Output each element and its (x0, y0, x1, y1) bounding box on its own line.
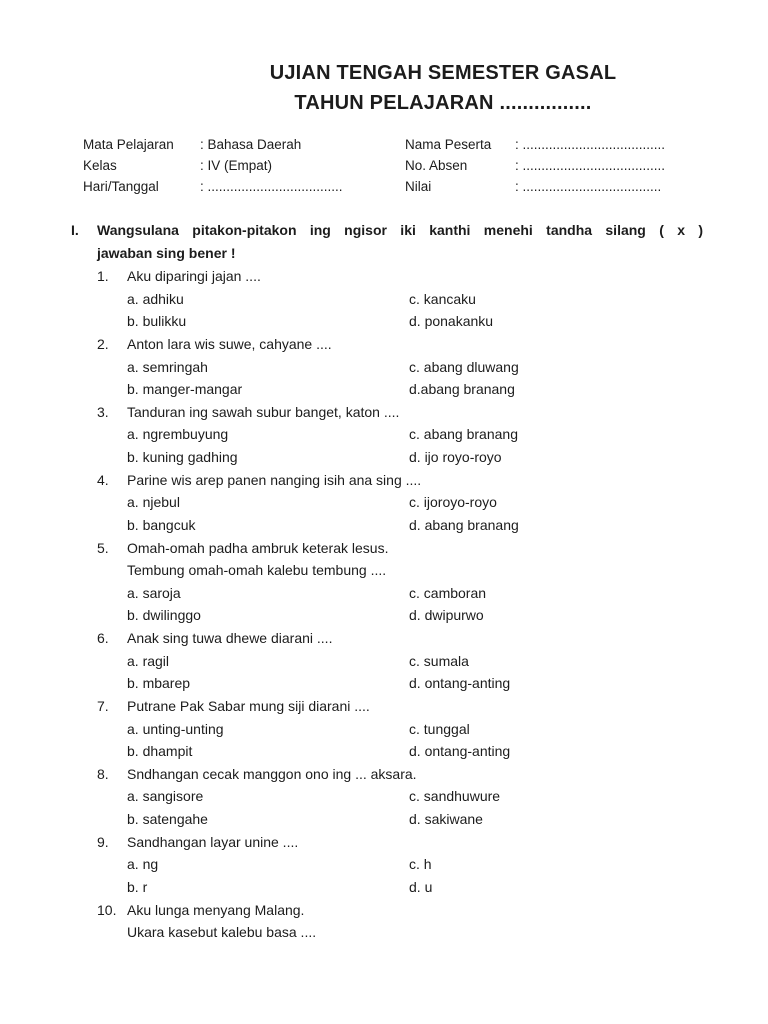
option-row (97, 853, 708, 876)
title-line-1: UJIAN TENGAH SEMESTER GASAL (269, 62, 617, 84)
question-text: Anton lara wis suwe, cahyane .... (127, 335, 332, 352)
question-text: Omah-omah padha ambruk keterak lesus. (127, 539, 389, 556)
option-indent-spacer (97, 446, 127, 469)
question-number: 8. (97, 765, 109, 782)
question-row (97, 265, 708, 288)
question-text: Ukara kasebut kalebu basa .... (127, 924, 317, 941)
option-right: c. sandhuwure (409, 788, 501, 805)
instruction-line-2: jawaban sing bener ! (97, 245, 236, 261)
score-value: : ..................................... (515, 179, 662, 194)
option-left: a. semringah (127, 358, 208, 375)
question-text: Tembung omah-omah kalebu tembung .... (127, 562, 387, 579)
option-row (97, 288, 708, 311)
section-1-instruction (71, 219, 703, 265)
question-number: 3. (97, 403, 109, 420)
subject-label: Mata Pelajaran (83, 137, 174, 152)
option-indent-spacer (97, 718, 127, 741)
exam-header-fields (83, 134, 708, 197)
option-left: b. mbarep (127, 675, 191, 692)
option-indent-spacer (97, 853, 127, 876)
question-row (97, 559, 708, 582)
option-left: a. sangisore (127, 788, 204, 805)
class-value: : IV (Empat) (200, 158, 273, 173)
option-right: d. dwipurwo (409, 607, 484, 624)
option-left: a. ng (127, 856, 159, 873)
participant-name-label: Nama Peserta (405, 137, 492, 152)
question-text: Parine wis arep panen nanging isih ana sing .... (127, 471, 422, 488)
question-row (97, 469, 708, 492)
option-indent-spacer (97, 785, 127, 808)
option-left: b. bangcuk (127, 516, 196, 533)
option-indent-spacer (97, 876, 127, 899)
option-row (97, 740, 708, 763)
question-number: 4. (97, 471, 109, 488)
option-row (97, 446, 708, 469)
option-right: c. sumala (409, 652, 469, 669)
option-right: c. abang dluwang (409, 358, 519, 375)
option-indent-spacer (97, 650, 127, 673)
option-indent-spacer (97, 514, 127, 537)
option-right: c. camboran (409, 584, 487, 601)
question-row (97, 763, 708, 786)
question-text: Sandhangan layar unine .... (127, 833, 299, 850)
option-right: c. tunggal (409, 720, 470, 737)
option-right: d. ontang-anting (409, 675, 511, 692)
option-left: a. ngrembuyung (127, 426, 229, 443)
option-indent-spacer (97, 423, 127, 446)
absen-number-value: : ...................................... (515, 158, 666, 173)
option-left: b. satengahe (127, 811, 208, 827)
option-row (97, 423, 708, 446)
question-number: 6. (97, 630, 109, 646)
option-row (97, 876, 708, 899)
option-row (97, 514, 708, 537)
option-row (97, 582, 708, 605)
header-row-class-absen (83, 155, 708, 176)
question-text: Anak sing tuwa dhewe diarani .... (127, 630, 333, 646)
option-right: d.abang branang (409, 381, 515, 398)
option-row (97, 378, 708, 401)
question-number-spacer (97, 559, 127, 582)
question-row (97, 537, 708, 560)
questions-list (97, 265, 708, 944)
option-right: c. h (409, 856, 432, 873)
question-row (97, 899, 708, 922)
option-row (97, 491, 708, 514)
participant-name-value: : ...................................... (515, 137, 666, 152)
question-row (97, 921, 708, 944)
option-row (97, 785, 708, 808)
option-left: a. saroja (127, 584, 181, 601)
question-number: 2. (97, 335, 109, 352)
question-row (97, 695, 708, 718)
option-right: d. ponakanku (409, 313, 494, 330)
question-number: 5. (97, 539, 109, 556)
option-indent-spacer (97, 582, 127, 605)
question-text: Sndhangan cecak manggon ono ing ... aksara. (127, 765, 417, 782)
date-value: : .................................... (200, 179, 343, 194)
section-numeral: I. (71, 222, 79, 238)
section-instruction-text (97, 219, 703, 265)
question-row (97, 333, 708, 356)
instruction-line-1: Wangsulana pitakon-pitakon ing ngisor iki kanthi menehi tandha silang ( x ) (97, 222, 703, 238)
header-row-subject-name (83, 134, 708, 155)
question-number: 1. (97, 268, 109, 284)
option-right: d. ijo royo-royo (409, 449, 502, 465)
option-left: a. unting-unting (127, 720, 224, 737)
date-label: Hari/Tanggal (83, 179, 159, 194)
subject-value: : Bahasa Daerah (200, 137, 302, 152)
score-label: Nilai (405, 179, 432, 194)
option-row (97, 718, 708, 741)
option-left: b. manger-mangar (127, 381, 243, 398)
option-row (97, 604, 708, 627)
option-left: b. dwilinggo (127, 607, 201, 624)
option-row (97, 808, 708, 831)
question-text: Putrane Pak Sabar mung siji diarani .... (127, 697, 370, 714)
option-right: c. abang branang (409, 426, 518, 443)
option-row (97, 310, 708, 333)
option-left: b. dhampit (127, 743, 193, 760)
question-text: Tanduran ing sawah subur banget, katon .... (127, 403, 400, 420)
option-right: d. sakiwane (409, 811, 483, 827)
option-indent-spacer (97, 288, 127, 311)
option-right: c. ijoroyo-royo (409, 494, 497, 511)
option-row (97, 356, 708, 379)
option-left: a. adhiku (127, 290, 184, 307)
option-left: a. njebul (127, 494, 180, 511)
option-indent-spacer (97, 378, 127, 401)
option-row (97, 672, 708, 695)
option-left: a. ragil (127, 652, 170, 669)
title-line-2: TAHUN PELAJARAN ................ (294, 92, 592, 114)
option-right: d. u (409, 878, 433, 895)
option-indent-spacer (97, 356, 127, 379)
option-left: b. bulikku (127, 313, 187, 330)
option-right: d. abang branang (409, 516, 519, 533)
question-row (97, 627, 708, 650)
question-text: Aku diparingi jajan .... (127, 268, 261, 284)
question-text: Aku lunga menyang Malang. (127, 901, 305, 918)
option-indent-spacer (97, 604, 127, 627)
option-indent-spacer (97, 808, 127, 831)
question-row (97, 401, 708, 424)
option-right: c. kancaku (409, 290, 476, 307)
question-number: 7. (97, 697, 109, 714)
question-number: 9. (97, 833, 109, 850)
document-title (183, 58, 703, 118)
option-indent-spacer (97, 310, 127, 333)
option-indent-spacer (97, 740, 127, 763)
option-indent-spacer (97, 491, 127, 514)
option-row (97, 650, 708, 673)
option-right: d. ontang-anting (409, 743, 511, 760)
absen-number-label: No. Absen (405, 158, 468, 173)
header-row-date-score (83, 176, 708, 197)
question-row (97, 831, 708, 854)
option-left: b. kuning gadhing (127, 449, 238, 465)
question-number: 10. (97, 901, 117, 918)
option-left: b. r (127, 878, 148, 895)
option-indent-spacer (97, 672, 127, 695)
class-label: Kelas (83, 158, 117, 173)
question-number-spacer (97, 921, 127, 944)
